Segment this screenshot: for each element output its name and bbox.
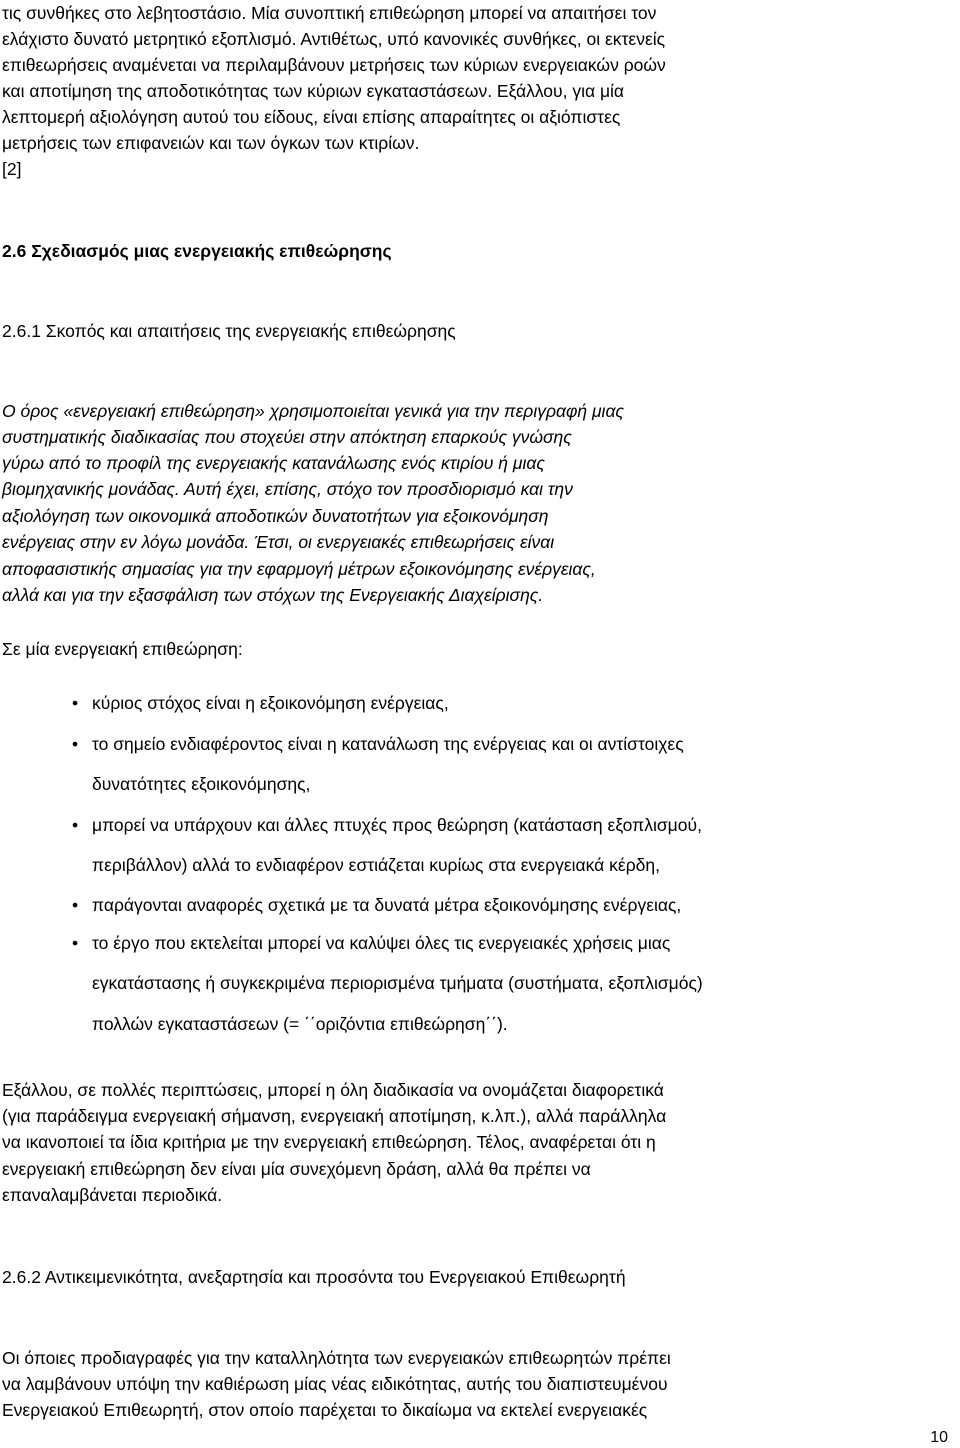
list-item: το έργο που εκτελείται μπορεί να καλύψει όλες τις ενεργειακές χρήσεις μιας [92,933,671,953]
text-line: ενεργειακή επιθεώρηση δεν είναι μία συνεχόμενη δράση, αλλά θα πρέπει να [2,1159,591,1179]
text-line: αποφασιστικής σημασίας για την εφαρμογή μέτρων εξοικονόμησης ενέργειας, [2,559,596,579]
text-line: και αποτίμηση της αποδοτικότητας των κύριων εγκαταστάσεων. Εξάλλου, για μία [2,81,625,101]
text-line: Εξάλλου, σε πολλές περιπτώσεις, μπορεί η όλη διαδικασία να ονομάζεται διαφορετικά [2,1080,664,1100]
text-line: μετρήσεις των επιφανειών και των όγκων των κτιρίων. [2,133,420,153]
citation: [2] [2,159,22,179]
bullet-icon: • [72,815,79,835]
subsection-heading: 2.6.2 Αντικειμενικότητα, ανεξαρτησία και προσόντα του Ενεργειακού Επιθεωρητή [2,1267,626,1287]
list-item-continuation: πολλών εγκαταστάσεων (= ΄΄οριζόντια επιθεώρηση΄΄). [92,1014,508,1034]
bullet-icon: • [72,933,79,953]
text-line: επιθεωρήσεις αναμένεται να περιλαμβάνουν μετρήσεις των κύριων ενεργειακών ροών [2,55,666,75]
text-line: Οι όποιες προδιαγραφές για την καταλληλότητα των ενεργειακών επιθεωρητών πρέπει [2,1348,671,1368]
list-item: το σημείο ενδιαφέροντος είναι η κατανάλωση της ενέργειας και οι αντίστοιχες [92,734,684,754]
list-item-continuation: δυνατότητες εξοικονόμησης, [92,774,311,794]
bullet-icon: • [72,693,79,713]
text-line: αλλά και για την εξασφάλιση των στόχων της Ενεργειακής Διαχείρισης. [2,585,544,605]
text-line: ενέργειας στην εν λόγω μονάδα. Έτσι, οι ενεργειακές επιθεωρήσεις είναι [2,532,555,552]
text-line: λεπτομερή αξιολόγηση αυτού του είδους, είναι επίσης απαραίτητες οι αξιόπιστες [2,107,621,127]
subsection-heading: 2.6.1 Σκοπός και απαιτήσεις της ενεργειακής επιθεώρησης [2,321,456,341]
list-item-continuation: εγκατάστασης ή συγκεκριμένα περιορισμένα τμήματα (συστήματα, εξοπλισμός) [92,973,703,993]
text-line: Ο όρος «ενεργειακή επιθεώρηση» χρησιμοποιείται γενικά για την περιγραφή μιας [2,401,624,421]
text-line: (για παράδειγμα ενεργειακή σήμανση, ενεργειακή αποτίμηση, κ.λπ.), αλλά παράλληλα [2,1106,667,1126]
bullet-icon: • [72,734,79,754]
text-line: Ενεργειακού Επιθεωρητή, στον οποίο παρέχεται το δικαίωμα να εκτελεί ενεργειακές [2,1400,648,1420]
text-line: τις συνθήκες στο λεβητοστάσιο. Μία συνοπτική επιθεώρηση μπορεί να απαιτήσει τον [2,3,657,23]
text-line: επαναλαμβάνεται περιοδικά. [2,1185,223,1205]
section-heading: 2.6 Σχεδιασμός μιας ενεργειακής επιθεώρησης [2,241,392,261]
text-line: αξιολόγηση των οικονομικά αποδοτικών δυνατοτήτων για εξοικονόμηση [2,506,549,526]
page-number: 10 [930,1429,948,1446]
text-line: ελάχιστο δυνατό μετρητικό εξοπλισμό. Αντιθέτως, υπό κανονικές συνθήκες, οι εκτενείς [2,29,666,49]
text-line: συστηματικής διαδικασίας που στοχεύει στην απόκτηση επαρκούς γνώσης [2,427,572,447]
list-intro: Σε μία ενεργειακή επιθεώρηση: [2,639,243,659]
text-line: γύρω από το προφίλ της ενεργειακής κατανάλωσης ενός κτιρίου ή μιας [2,453,545,473]
list-item: κύριος στόχος είναι η εξοικονόμηση ενέργειας, [92,693,449,713]
list-item-continuation: περιβάλλον) αλλά το ενδιαφέρον εστιάζεται κυρίως στα ενεργειακά κέρδη, [92,855,661,875]
list-item: παράγονται αναφορές σχετικά με τα δυνατά μέτρα εξοικονόμησης ενέργειας, [92,895,682,915]
text-line: να ικανοποιεί τα ίδια κριτήρια με την ενεργειακή επιθεώρηση. Τέλος, αναφέρεται ότι η [2,1132,656,1152]
text-line: να λαμβάνουν υπόψη την καθιέρωση μίας νέας ειδικότητας, αυτής του διαπιστευμένου [2,1374,668,1394]
bullet-icon: • [72,895,79,915]
list-item: μπορεί να υπάρχουν και άλλες πτυχές προς θεώρηση (κατάσταση εξοπλισμού, [92,815,702,835]
text-line: βιομηχανικής μονάδας. Αυτή έχει, επίσης, στόχο τον προσδιορισμό και την [2,479,573,499]
